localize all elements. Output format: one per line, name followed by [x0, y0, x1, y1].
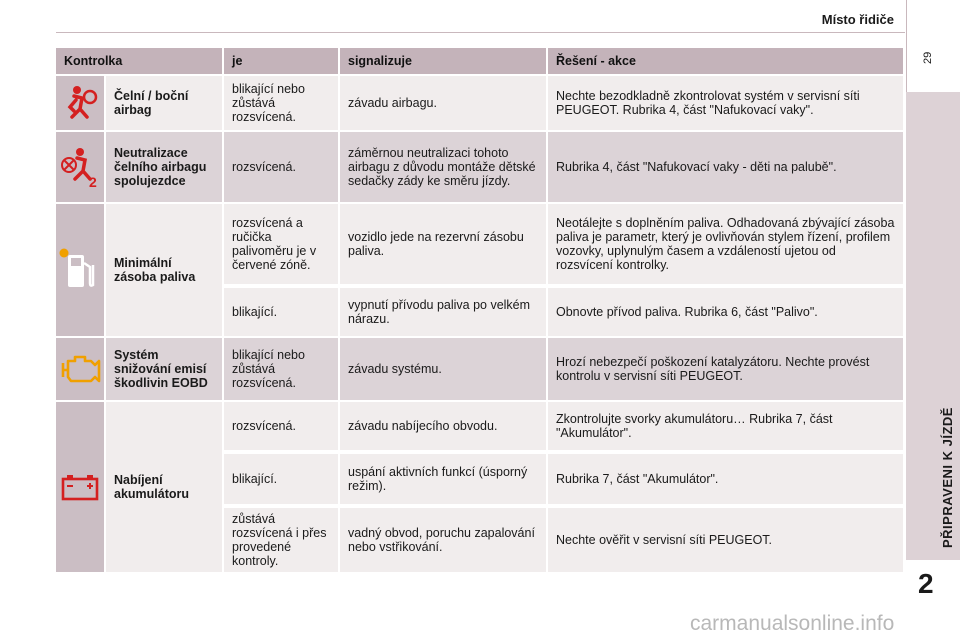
cell-action: Zkontrolujte svorky akumulátoru… Rubrika 7, část "Akumulátor".: [548, 402, 905, 450]
cell-signal: vypnutí přívodu paliva po velkém nárazu.: [340, 286, 548, 336]
table-header-row: [56, 48, 905, 74]
fuel-pump-icon: [56, 204, 106, 336]
side-divider: [906, 0, 907, 92]
table-row: [56, 338, 905, 400]
airbag-icon: [56, 76, 106, 130]
header-divider: [56, 32, 905, 33]
column-header-reseni: Řešení - akce: [548, 48, 905, 74]
cell-state: blikající nebo zůstává rozsvícená.: [224, 338, 340, 400]
cell-action: Nechte bezodkladně zkontrolovat systém v servisní síti PEUGEOT. Rubrika 4, část "Nafukovací vaky".: [548, 76, 905, 130]
cell-signal: závadu nabíjecího obvodu.: [340, 402, 548, 450]
cell-action: Rubrika 7, část "Akumulátor".: [548, 452, 905, 504]
table-row: [56, 402, 905, 450]
cell-signal: závadu systému.: [340, 338, 548, 400]
cell-state: zůstává rozsvícená i přes provedené kontroly.: [224, 506, 340, 572]
svg-text:2: 2: [89, 174, 97, 189]
watermark: carmanualsonline.info: [690, 612, 895, 635]
cell-state: rozsvícená.: [224, 132, 340, 202]
cell-state: rozsvícená.: [224, 402, 340, 450]
cell-action: Hrozí nebezpečí poškození katalyzátoru. Nechte provést kontrolu v servisní síti PEUGEOT.: [548, 338, 905, 400]
column-header-signalizuje: signalizuje: [340, 48, 548, 74]
row-name: Nabíjení akumulátoru: [106, 402, 224, 572]
cell-signal: záměrnou neutralizaci tohoto airbagu z důvodu montáže dětské sedačky zády ke směru jízdy.: [340, 132, 548, 202]
cell-action: Obnovte přívod paliva. Rubrika 6, část "Palivo".: [548, 286, 905, 336]
cell-state: blikající.: [224, 452, 340, 504]
passenger-airbag-off-icon: [56, 132, 106, 202]
table-row: [56, 76, 905, 130]
page-header-title: Místo řidiče: [821, 12, 894, 27]
cell-signal: uspání aktivních funkcí (úsporný režim).: [340, 452, 548, 504]
chapter-label: PŘIPRAVENI K JÍZDĚ: [940, 407, 955, 548]
chapter-number: 2: [918, 568, 934, 599]
row-name: Minimální zásoba paliva: [106, 204, 224, 336]
page-number: 29: [922, 51, 934, 64]
cell-action: Rubrika 4, část "Nafukovací vaky - děti na palubě".: [548, 132, 905, 202]
row-name: Systém snižování emisí škodlivin EOBD: [106, 338, 224, 400]
battery-icon: [56, 402, 106, 572]
cell-state: rozsvícená a ručička palivoměru je v červené zóně.: [224, 204, 340, 284]
warning-lights-table: [56, 46, 905, 574]
cell-state: blikající.: [224, 286, 340, 336]
column-header-je: je: [224, 48, 340, 74]
cell-action: Nechte ověřit v servisní síti PEUGEOT.: [548, 506, 905, 572]
row-name: Neutralizace čelního airbagu spolujezdce: [106, 132, 224, 202]
cell-signal: vadný obvod, poruchu zapalování nebo vstřikování.: [340, 506, 548, 572]
engine-icon: [56, 338, 106, 400]
cell-signal: vozidlo jede na rezervní zásobu paliva.: [340, 204, 548, 284]
table-row: [56, 132, 905, 202]
row-name: Čelní / boční airbag: [106, 76, 224, 130]
cell-state: blikající nebo zůstává rozsvícená.: [224, 76, 340, 130]
column-header-kontrolka: Kontrolka: [56, 48, 224, 74]
table-row: [56, 204, 905, 284]
cell-action: Neotálejte s doplněním paliva. Odhadovaná zbývající zásoba paliva je parametr, který je ovlivňován stylem řízení, profilem vozovky, uplynulým časem a vzdáleností ujetou od rozsvícení kontrolky.: [548, 204, 905, 284]
cell-signal: závadu airbagu.: [340, 76, 548, 130]
